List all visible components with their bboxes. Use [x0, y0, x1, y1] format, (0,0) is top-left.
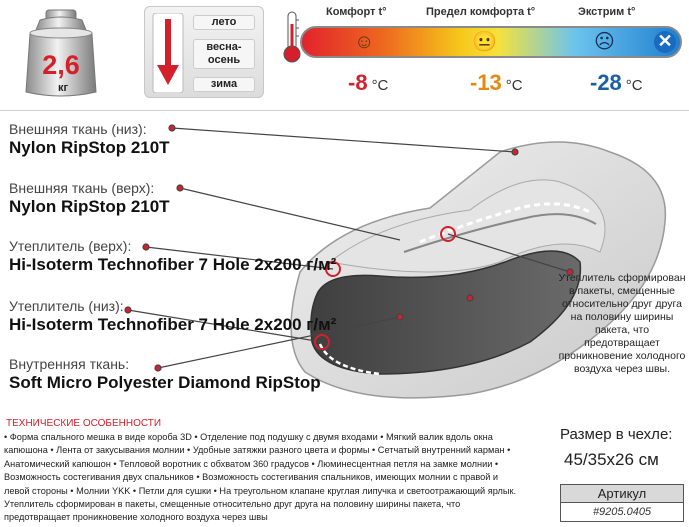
- season-summer: лето: [193, 15, 255, 30]
- extreme-unit: °C: [625, 77, 643, 94]
- layer-material: Hi-Isoterm Technofiber 7 Hole 2x200 г/м²: [9, 315, 337, 334]
- season-winter: зима: [193, 77, 255, 92]
- layer-material: Soft Micro Polyester Diamond RipStop: [9, 373, 321, 392]
- happy-face-icon: ☺: [354, 31, 375, 53]
- layer-outer-bottom: [9, 121, 170, 158]
- layer-outer-top: [9, 180, 170, 217]
- weight-unit: кг: [57, 82, 69, 94]
- weight-value: 2,6: [42, 50, 80, 80]
- season-spring-autumn: весна- осень: [193, 39, 255, 69]
- comfort-value: [348, 70, 388, 96]
- layer-insulation-top: [9, 238, 336, 275]
- article-title: Артикул: [561, 485, 683, 503]
- limit-header: Предел комфорта t°: [426, 6, 536, 18]
- features-text: • Форма спального мешка в виде короба 3D • Отделение под подушку с двумя входами • Мягкий валик вдоль окна капюшона • Лента от закусывания молнии • Удобные затяжки разного цвета и формы • Сетчатый внутренний карман • Анатомический капюшон • Тепловой воротник с обхватом 360 градусов • Люминесцентная петля на замке молнии • Возможность состегивания двух спальников • Возможность состегивания спальников, имеющих молнии с правой и левой стороны • Молнии YKK • Петли для сушки • На треугольном клапане круглая липучка и светоотражающий ярлык. Утеплитель сформирован в пакеты, смещенные относительно друг друга на половину ширины пакета, что предотвращает проникновение холодного воздуха через швы: [4, 432, 517, 523]
- layer-material: Nylon RipStop 210T: [9, 197, 170, 216]
- comfort-unit: °C: [371, 77, 389, 94]
- article-code: #9205.0405: [592, 506, 652, 518]
- size-value: 45/35x26 см: [564, 450, 659, 469]
- layer-name: Утеплитель (верх):: [9, 238, 132, 254]
- close-icon[interactable]: ✕: [654, 31, 676, 53]
- neutral-face-icon: 😐: [472, 31, 497, 53]
- layer-material: Hi-Isoterm Technofiber 7 Hole 2x200 г/м²: [9, 255, 337, 274]
- layer-insulation-bottom: [9, 298, 336, 335]
- size-label: Размер в чехле:: [560, 426, 673, 443]
- limit-value: [470, 70, 523, 96]
- extreme-value: [590, 70, 643, 96]
- extreme-header: Экстрим t°: [578, 6, 636, 18]
- layer-name: Внутренняя ткань:: [9, 356, 130, 372]
- layer-inner: [9, 356, 321, 393]
- layer-name: Внешняя ткань (низ):: [9, 121, 147, 137]
- season-panel: [144, 6, 264, 98]
- layer-name: Внешняя ткань (верх):: [9, 180, 155, 196]
- thermometer-icon: [282, 10, 302, 64]
- weight-badge: [6, 4, 116, 100]
- article-box: [560, 484, 684, 522]
- divider: [0, 110, 689, 111]
- limit-unit: °C: [505, 77, 523, 94]
- extreme-number: -28: [590, 70, 622, 95]
- down-arrow-icon: [151, 13, 185, 93]
- insulation-callout: Утеплитель сформирован в пакеты, смещенные относительно друг друга на половину ширины пакета, что предотвращает проникновение холодного воздуха через швы.: [558, 272, 686, 375]
- layer-material: Nylon RipStop 210T: [9, 138, 170, 157]
- limit-number: -13: [470, 70, 502, 95]
- layer-name: Утеплитель (низ):: [9, 298, 124, 314]
- features-title: ТЕХНИЧЕСКИЕ ОСОБЕННОСТИ: [6, 418, 162, 429]
- comfort-number: -8: [348, 70, 368, 95]
- temperature-scale: [300, 26, 682, 58]
- comfort-header: Комфорт t°: [326, 6, 387, 18]
- sad-face-icon: ☹: [594, 31, 615, 53]
